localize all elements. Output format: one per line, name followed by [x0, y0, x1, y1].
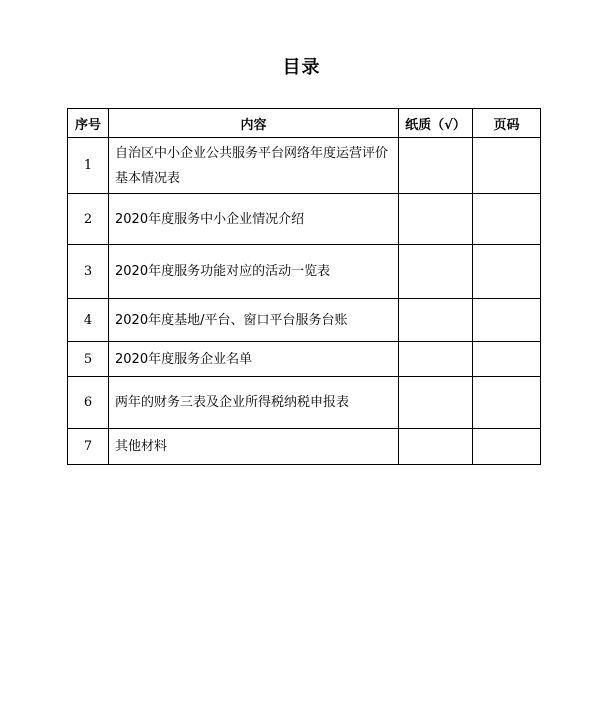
- row-content: 2020年度服务功能对应的活动一览表: [109, 245, 399, 299]
- table-row: [68, 377, 541, 429]
- row-content: 2020年度服务企业名单: [109, 342, 399, 377]
- row-index: 3: [68, 245, 109, 299]
- document-title: 目录: [282, 57, 321, 78]
- row-paper-check: [399, 138, 473, 194]
- row-page-number: [473, 299, 541, 342]
- table-row: [68, 194, 541, 245]
- row-page-number: [473, 342, 541, 377]
- header-paper: 纸质（√）: [399, 109, 473, 138]
- row-content: 2020年度服务中小企业情况介绍: [109, 194, 399, 245]
- row-paper-check: [399, 194, 473, 245]
- row-index: 4: [68, 299, 109, 342]
- table-of-contents: [67, 108, 541, 465]
- row-index: 5: [68, 342, 109, 377]
- header-content: 内容: [109, 109, 399, 138]
- row-page-number: [473, 194, 541, 245]
- row-paper-check: [399, 429, 473, 465]
- header-index: 序号: [68, 109, 109, 138]
- table-row: [68, 245, 541, 299]
- table-header-row: [68, 109, 541, 138]
- row-content: 自治区中小企业公共服务平台网络年度运营评价基本情况表: [109, 138, 399, 194]
- table-row: [68, 429, 541, 465]
- row-index: 6: [68, 377, 109, 429]
- row-paper-check: [399, 245, 473, 299]
- table-row: [68, 299, 541, 342]
- row-page-number: [473, 377, 541, 429]
- row-index: 7: [68, 429, 109, 465]
- row-content: 其他材料: [109, 429, 399, 465]
- row-page-number: [473, 245, 541, 299]
- row-index: 1: [68, 138, 109, 194]
- table-row: [68, 138, 541, 194]
- row-page-number: [473, 138, 541, 194]
- row-content: 2020年度基地/平台、窗口平台服务台账: [109, 299, 399, 342]
- table-row: [68, 342, 541, 377]
- row-index: 2: [68, 194, 109, 245]
- header-page: 页码: [473, 109, 541, 138]
- row-paper-check: [399, 377, 473, 429]
- row-paper-check: [399, 342, 473, 377]
- row-paper-check: [399, 299, 473, 342]
- row-page-number: [473, 429, 541, 465]
- row-content: 两年的财务三表及企业所得税纳税申报表: [109, 377, 399, 429]
